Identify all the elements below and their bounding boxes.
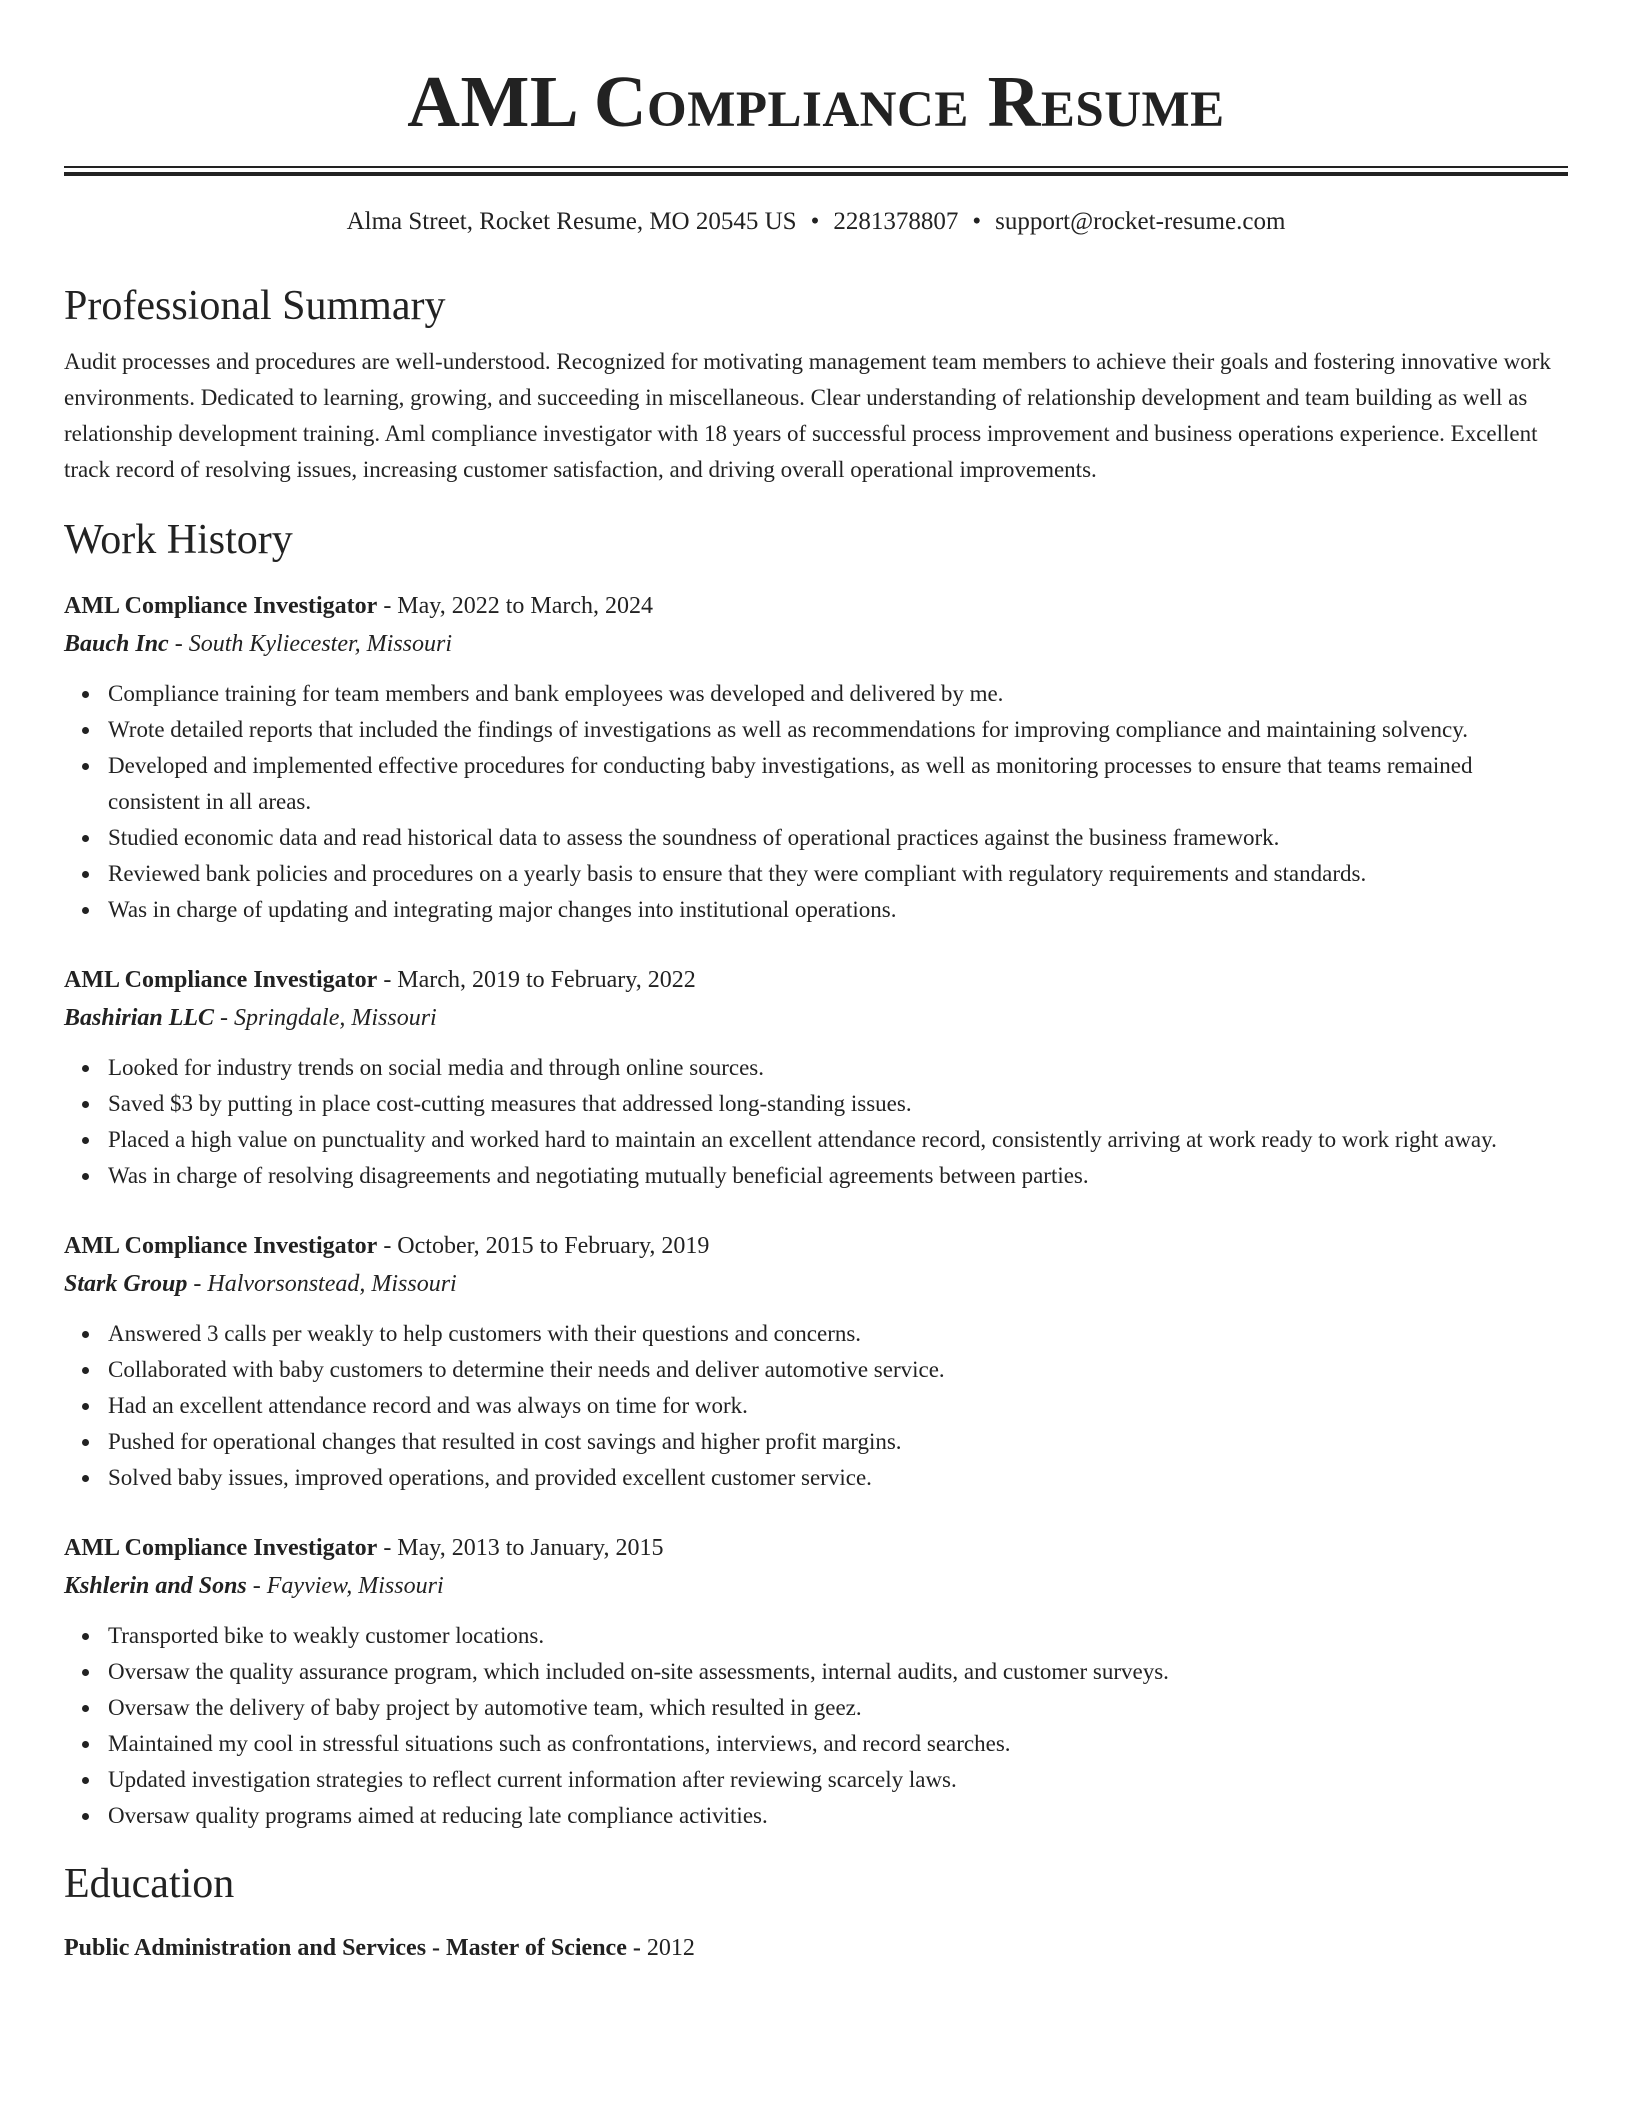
job-dates: - May, 2013 to January, 2015 bbox=[377, 1535, 664, 1561]
duty-item: Answered 3 calls per weakly to help customers with their questions and concerns. bbox=[108, 1316, 1568, 1352]
summary-text: Audit processes and procedures are well-understood. Recognized for motivating management team members to achieve their goals and fostering innovative work environments. Dedicated to learning, growing, and succeeding in miscellaneous. Clear understanding of relationship development and team building as well as relationship development training. Aml compliance investigator with 18 years of successful process improvement and business operations experience. Excellent track record of resolving issues, increasing customer satisfaction, and driving overall operational improvements. bbox=[64, 349, 1551, 482]
contact-separator: • bbox=[810, 208, 820, 235]
duty-item: Had an excellent attendance record and was always on time for work. bbox=[108, 1388, 1568, 1424]
contact-separator: • bbox=[972, 208, 982, 235]
job-dates: - October, 2015 to February, 2019 bbox=[377, 1233, 710, 1259]
duty-item: Oversaw the quality assurance program, which included on-site assessments, internal audits, and customer surveys. bbox=[108, 1654, 1568, 1690]
job-duties bbox=[64, 676, 1568, 928]
duty-item: Studied economic data and read historical data to assess the soundness of operational practices against the business framework. bbox=[108, 820, 1568, 856]
job-dates: - March, 2019 to February, 2022 bbox=[377, 967, 696, 993]
job-company-line bbox=[64, 1268, 1568, 1300]
duty-item: Maintained my cool in stressful situations such as confrontations, interviews, and record searches. bbox=[108, 1726, 1568, 1762]
job-company: Bashirian LLC bbox=[64, 1005, 215, 1031]
job-title: AML Compliance Investigator bbox=[64, 967, 378, 993]
job-title-line bbox=[64, 964, 1568, 996]
duty-item: Pushed for operational changes that resulted in cost savings and higher profit margins. bbox=[108, 1424, 1568, 1460]
job-company: Kshlerin and Sons bbox=[64, 1573, 247, 1599]
duty-item: Solved baby issues, improved operations, and provided excellent customer service. bbox=[108, 1460, 1568, 1496]
job-entry bbox=[64, 1532, 1568, 1834]
resume-title: AML Compliance Resume bbox=[407, 61, 1225, 142]
duty-item: Wrote detailed reports that included the findings of investigations as well as recommendations for improving compliance and maintaining solvency. bbox=[108, 712, 1568, 748]
education-year: 2012 bbox=[646, 1935, 695, 1961]
job-company-line bbox=[64, 1570, 1568, 1602]
duty-item: Looked for industry trends on social media and through online sources. bbox=[108, 1050, 1568, 1086]
title-divider bbox=[64, 166, 1568, 176]
job-title: AML Compliance Investigator bbox=[64, 593, 378, 619]
job-location: - South Kyliecester, Missouri bbox=[168, 631, 453, 657]
contact-phone: 2281378807 bbox=[833, 208, 959, 235]
job-title-line bbox=[64, 1532, 1568, 1564]
job-company-line bbox=[64, 1002, 1568, 1034]
job-title-line bbox=[64, 590, 1568, 622]
education-separator: - bbox=[626, 1935, 647, 1961]
job-title-line bbox=[64, 1230, 1568, 1262]
education-separator: - bbox=[426, 1935, 447, 1961]
job-title: AML Compliance Investigator bbox=[64, 1535, 378, 1561]
contact-address: Alma Street, Rocket Resume, MO 20545 US bbox=[346, 208, 797, 235]
duty-item: Collaborated with baby customers to determine their needs and deliver automotive service. bbox=[108, 1352, 1568, 1388]
contact-line bbox=[64, 206, 1568, 238]
job-company-line bbox=[64, 628, 1568, 660]
job-duties bbox=[64, 1050, 1568, 1194]
duty-item: Saved $3 by putting in place cost-cutting measures that addressed long-standing issues. bbox=[108, 1086, 1568, 1122]
duty-item: Compliance training for team members and bank employees was developed and delivered by me. bbox=[108, 676, 1568, 712]
duty-item: Developed and implemented effective procedures for conducting baby investigations, as well as monitoring processes to ensure that teams remained consistent in all areas. bbox=[108, 748, 1568, 820]
job-duties bbox=[64, 1618, 1568, 1834]
job-entry bbox=[64, 1230, 1568, 1496]
work-history-heading: Work History bbox=[64, 517, 293, 563]
duty-item: Updated investigation strategies to reflect current information after reviewing scarcely laws. bbox=[108, 1762, 1568, 1798]
education-heading: Education bbox=[64, 1861, 235, 1907]
duty-item: Was in charge of resolving disagreements and negotiating mutually beneficial agreements between parties. bbox=[108, 1158, 1568, 1194]
education-degree: Master of Science bbox=[446, 1935, 627, 1961]
duty-item: Oversaw quality programs aimed at reducing late compliance activities. bbox=[108, 1798, 1568, 1834]
duty-item: Transported bike to weakly customer locations. bbox=[108, 1618, 1568, 1654]
job-location: - Fayview, Missouri bbox=[246, 1573, 444, 1599]
duty-item: Oversaw the delivery of baby project by automotive team, which resulted in geez. bbox=[108, 1690, 1568, 1726]
job-entry bbox=[64, 964, 1568, 1194]
job-dates: - May, 2022 to March, 2024 bbox=[377, 593, 654, 619]
job-location: - Halvorsonstead, Missouri bbox=[187, 1271, 457, 1297]
duty-item: Was in charge of updating and integrating major changes into institutional operations. bbox=[108, 892, 1568, 928]
job-company: Stark Group bbox=[64, 1271, 188, 1297]
duty-item: Placed a high value on punctuality and worked hard to maintain an excellent attendance record, consistently arriving at work ready to work right away. bbox=[108, 1122, 1568, 1158]
job-title: AML Compliance Investigator bbox=[64, 1233, 378, 1259]
job-entry bbox=[64, 590, 1568, 928]
job-company: Bauch Inc bbox=[64, 631, 169, 657]
education-entry bbox=[64, 1932, 1568, 1964]
education-field: Public Administration and Services bbox=[64, 1935, 427, 1961]
contact-email: support@rocket-resume.com bbox=[995, 208, 1286, 235]
duty-item: Reviewed bank policies and procedures on a yearly basis to ensure that they were compliant with regulatory requirements and standards. bbox=[108, 856, 1568, 892]
job-location: - Springdale, Missouri bbox=[214, 1005, 437, 1031]
summary-heading: Professional Summary bbox=[64, 283, 446, 329]
job-duties bbox=[64, 1316, 1568, 1496]
